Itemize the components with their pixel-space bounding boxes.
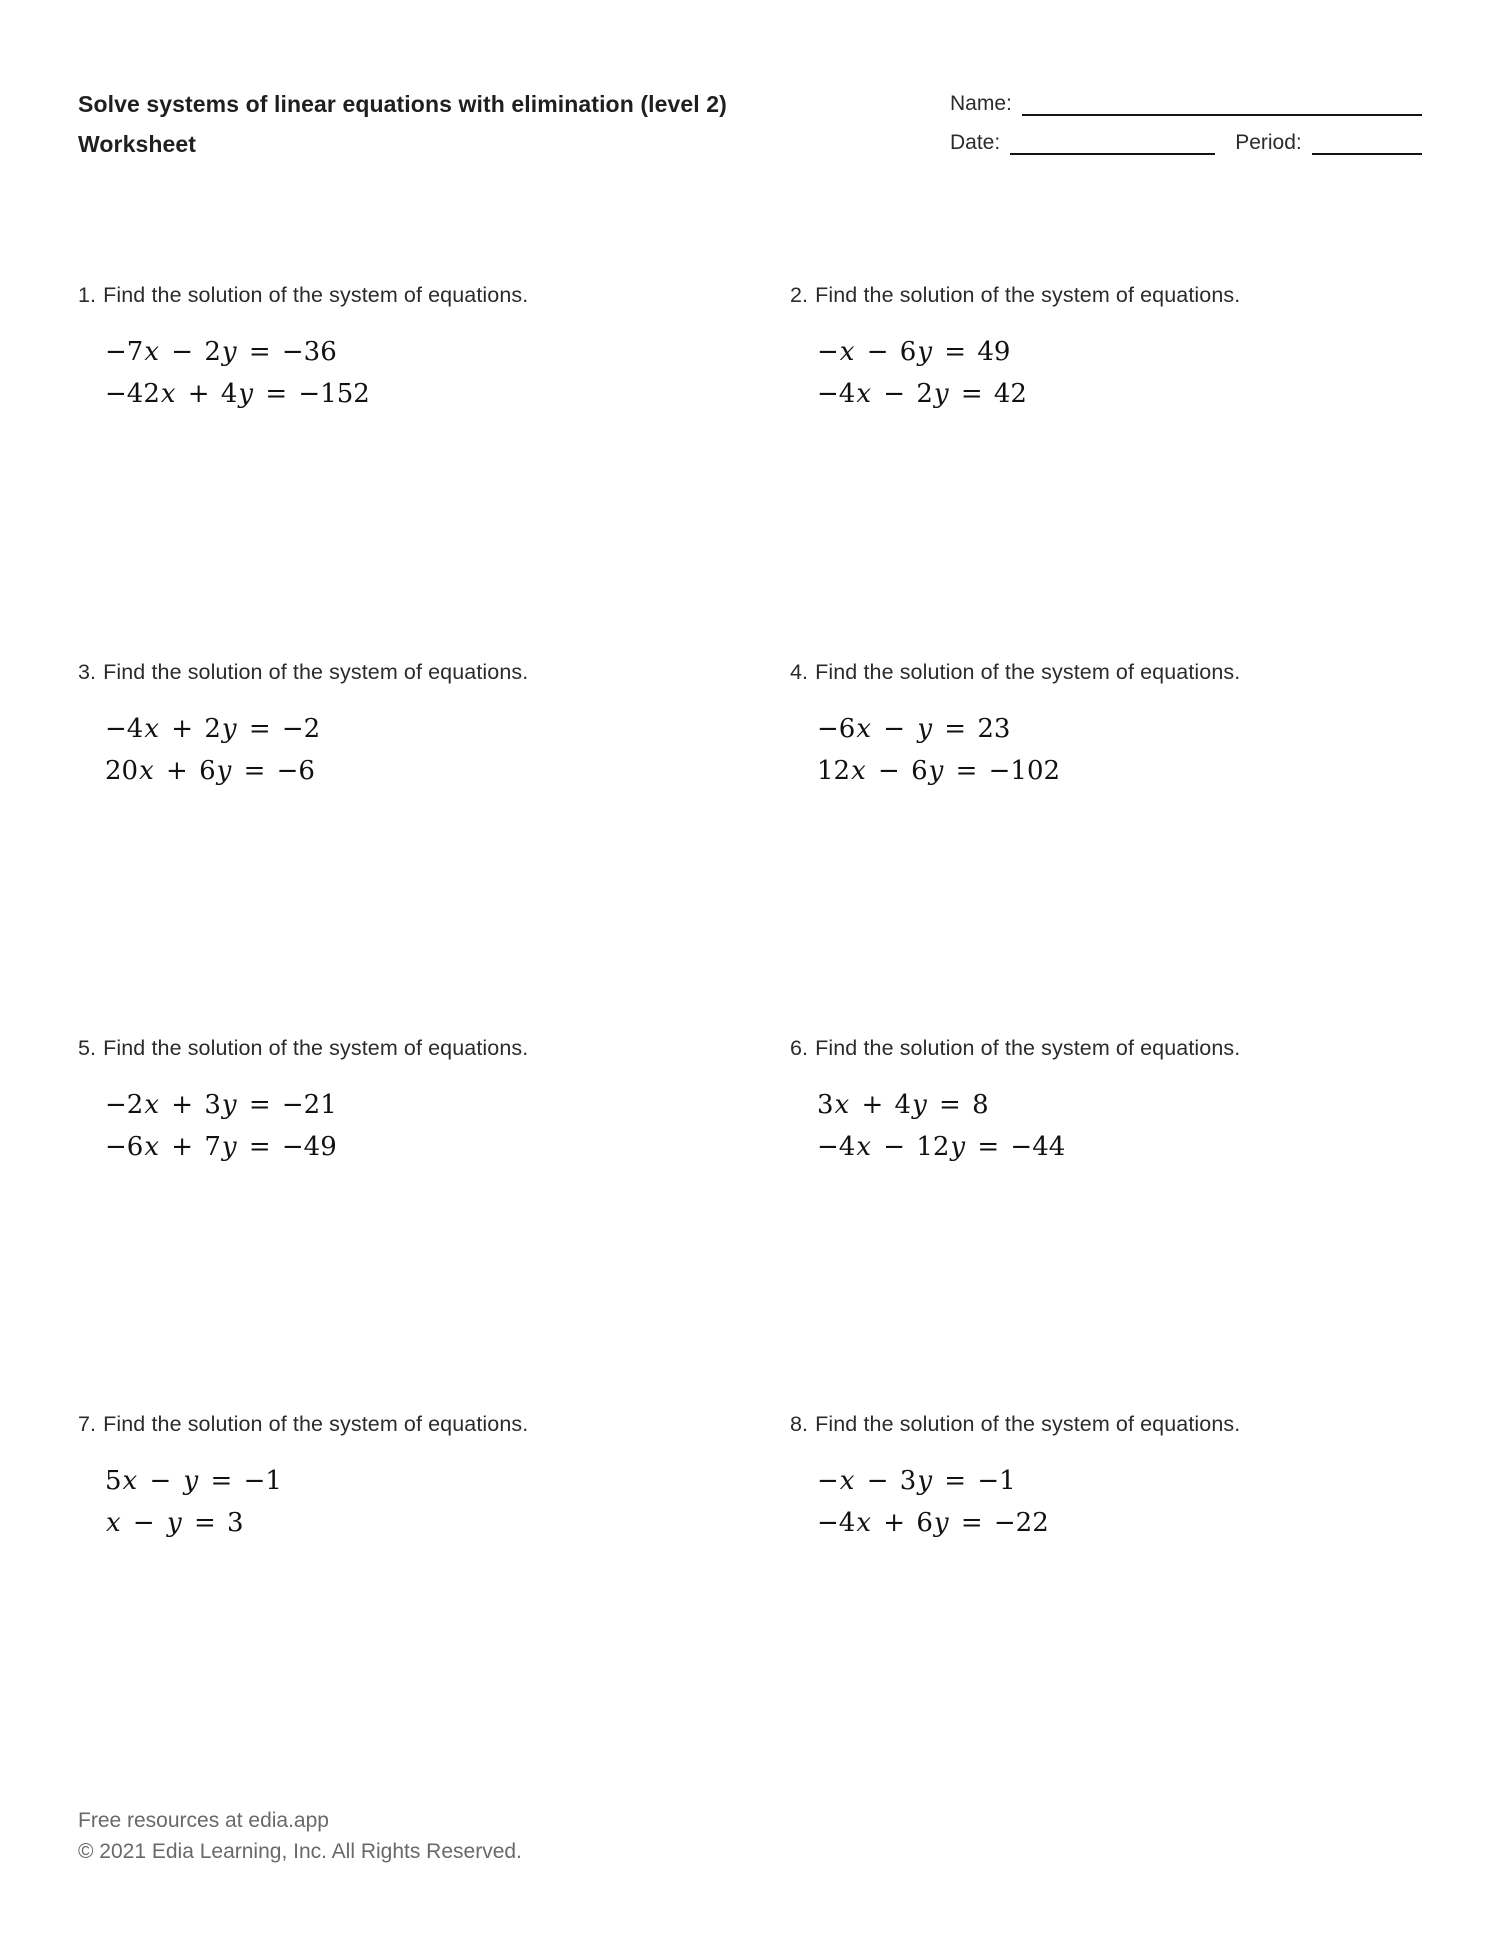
problem-1-text: Find the solution of the system of equations.	[103, 283, 529, 307]
problem-2-equation-2: −4x − 2y = 42	[817, 379, 1027, 409]
problem-3	[78, 657, 738, 792]
problem-5	[78, 1033, 738, 1168]
footer-resources-line: Free resources at edia.app	[78, 1809, 329, 1832]
problem-6-text: Find the solution of the system of equations.	[815, 1036, 1241, 1060]
name-row	[950, 90, 1422, 116]
problem-4-equation-1: −6x − y = 23	[817, 714, 1011, 744]
problem-6-equation-1: 3x + 4y = 8	[817, 1090, 989, 1120]
problem-4	[790, 657, 1450, 792]
problem-2-prompt	[790, 280, 1450, 310]
problem-6	[790, 1033, 1450, 1168]
problem-3-text: Find the solution of the system of equations.	[103, 660, 529, 684]
footer-copyright-line: © 2021 Edia Learning, Inc. All Rights Reserved.	[78, 1840, 522, 1863]
problem-2-equation-1: −x − 6y = 49	[817, 337, 1011, 367]
problem-5-equation-1: −2x + 3y = −21	[105, 1090, 337, 1120]
problem-3-number: 3.	[78, 660, 97, 684]
title-line-2: Worksheet	[78, 131, 197, 157]
problem-1-number: 1.	[78, 283, 97, 307]
problem-2-text: Find the solution of the system of equations.	[815, 283, 1241, 307]
problem-4-text: Find the solution of the system of equations.	[815, 660, 1241, 684]
problem-8-prompt	[790, 1409, 1450, 1439]
problem-5-prompt	[78, 1033, 738, 1063]
problem-7-text: Find the solution of the system of equations.	[103, 1412, 529, 1436]
problem-7-equations	[78, 1460, 738, 1544]
problem-7-equation-1: 5x − y = −1	[105, 1466, 282, 1496]
problem-1	[78, 280, 738, 415]
problem-8-equation-2: −4x + 6y = −22	[817, 1508, 1049, 1538]
page-title	[78, 84, 858, 164]
problem-5-equations	[78, 1084, 738, 1168]
problem-5-text: Find the solution of the system of equations.	[103, 1036, 529, 1060]
problem-7-equation-2: x − y = 3	[106, 1508, 244, 1538]
problem-7-prompt	[78, 1409, 738, 1439]
problem-8-text: Find the solution of the system of equations.	[815, 1412, 1241, 1436]
title-line-1: Solve systems of linear equations with elimination (level 2)	[78, 91, 727, 117]
period-blank-line	[1312, 133, 1422, 155]
problem-1-prompt	[78, 280, 738, 310]
problem-5-number: 5.	[78, 1036, 97, 1060]
problem-6-number: 6.	[790, 1036, 809, 1060]
period-label: Period:	[1235, 131, 1302, 154]
problem-1-equations	[78, 331, 738, 415]
header-fields	[950, 90, 1422, 155]
problem-7	[78, 1409, 738, 1544]
problem-4-equations	[790, 708, 1450, 792]
problem-8-equations	[790, 1460, 1450, 1544]
problem-4-prompt	[790, 657, 1450, 687]
name-blank-line	[1022, 94, 1422, 116]
problem-1-equation-1: −7x − 2y = −36	[105, 337, 337, 367]
problem-2-number: 2.	[790, 283, 809, 307]
problem-8-equation-1: −x − 3y = −1	[817, 1466, 1016, 1496]
date-blank-line	[1010, 133, 1215, 155]
problem-2	[790, 280, 1450, 415]
problem-6-prompt	[790, 1033, 1450, 1063]
date-label: Date:	[950, 131, 1001, 154]
problem-6-equation-2: −4x − 12y = −44	[817, 1132, 1066, 1162]
problem-1-equation-2: −42x + 4y = −152	[105, 379, 370, 409]
problem-5-equation-2: −6x + 7y = −49	[105, 1132, 337, 1162]
problem-6-equations	[790, 1084, 1450, 1168]
problem-4-equation-2: 12x − 6y = −102	[817, 756, 1061, 786]
problem-8-number: 8.	[790, 1412, 809, 1436]
page-footer	[78, 1805, 522, 1867]
name-label: Name:	[950, 92, 1012, 115]
problem-3-equation-2: 20x + 6y = −6	[105, 756, 315, 786]
problem-3-equations	[78, 708, 738, 792]
problem-3-prompt	[78, 657, 738, 687]
problem-8	[790, 1409, 1450, 1544]
date-period-row	[950, 129, 1422, 155]
problem-2-equations	[790, 331, 1450, 415]
problem-4-number: 4.	[790, 660, 809, 684]
problem-3-equation-1: −4x + 2y = −2	[105, 714, 321, 744]
problem-7-number: 7.	[78, 1412, 97, 1436]
